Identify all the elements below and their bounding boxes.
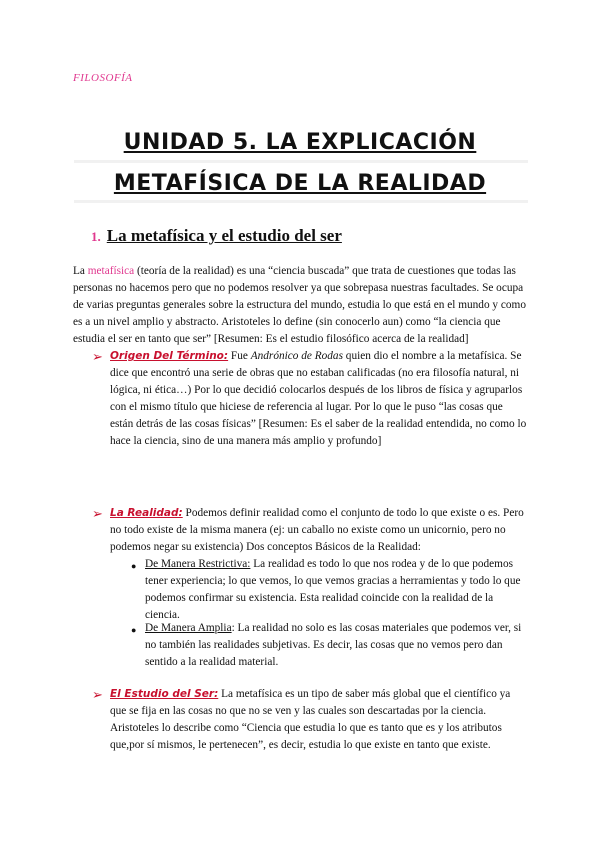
- restrictiva-text: La realidad es todo lo que nos rodea y de lo que podemos tener experiencia; lo que vemos, lo que vemos gracias a herramientas y todo lo que podemos confirmar su existencia. Esta realidad coincide con la realidad de la ciencia.: [145, 558, 521, 621]
- origen-paragraph: [110, 348, 528, 450]
- title-line-2: METAFÍSICA DE LA REALIDAD: [113, 171, 487, 196]
- andronico-name: Andrónico de Rodas: [250, 350, 343, 362]
- restrictiva-item: [145, 556, 529, 624]
- title-line-1: UNIDAD 5. LA EXPLICACIÓN: [123, 130, 477, 155]
- title-divider: [74, 160, 528, 163]
- origen-text: quien dio el nombre a la metafísica. Se dice que encontró una serie de obras que no estaban calificadas (no era filosofía natural, ni lógica, ni ética…) Por lo que decidió colocarlos después de los libros de física y agruparlos con el mismo título que hiciese de referencia al lugar. Por lo que le puso “las cosas que están detrás de las cosas físicas” [Resumen: Es el saber de la realidad entendida, no como lo hace la ciencia, sino de una manera más amplio y profundo]: [110, 350, 527, 447]
- section-title: La metafísica y el estudio del ser: [106, 226, 342, 245]
- section-heading: [91, 226, 342, 246]
- amplia-item: [145, 620, 529, 671]
- title-divider: [74, 200, 528, 203]
- estudio-text: La metafísica es un tipo de saber más global que el científico ya que se fija en las cosas no que no se ven y las cuales son descartadas por la ciencia. Aristoteles lo describe como “Ciencia que estudia lo que es tanto que es y los atributos que,por sí mismos, le pertenecen”, es decir, estudia lo que existe en tanto que existe.: [110, 688, 511, 751]
- subject-label: FILOSOFÍA: [73, 72, 133, 84]
- origen-pre: Fue: [228, 350, 251, 362]
- dot-bullet-icon: ●: [131, 561, 137, 571]
- intro-paragraph: [73, 263, 527, 348]
- arrow-bullet-icon: ➢: [92, 349, 103, 364]
- arrow-bullet-icon: ➢: [92, 506, 103, 521]
- realidad-paragraph: [110, 505, 528, 556]
- dot-bullet-icon: ●: [131, 625, 137, 635]
- section-number: 1.: [91, 229, 101, 244]
- intro-text: (teoría de la realidad) es una “ciencia buscada” que trata de cuestiones que todas las personas no hacemos pero que no podemos resolver ya que sobrepasa nuestras facultades. Se ocupa de varias preguntas generales sobre la estructura del mundo, estudia lo que está en el mundo y como es a un nivel amplio y abstracto. Aristoteles lo define (sin conocerlo aun) como “la ciencia que estudia el ser en tanto que ser” [Resumen: Es el estudio filosófico acerca de la realidad]: [73, 265, 526, 345]
- restrictiva-term: De Manera Restrictiva:: [145, 558, 251, 570]
- origen-lead: Origen Del Término:: [110, 350, 229, 362]
- intro-prefix: La: [73, 265, 88, 277]
- metafisica-keyword: metafísica: [87, 265, 135, 277]
- arrow-bullet-icon: ➢: [92, 687, 103, 702]
- estudio-paragraph: [110, 686, 528, 754]
- realidad-text: Podemos definir realidad como el conjunto de todo lo que existe o es. Pero no todo existe de la misma manera (ej: un caballo no existe como un unicornio, pero no podemos negar su existencia) Dos conceptos Básicos de la Realidad:: [110, 507, 524, 553]
- estudio-lead: El Estudio del Ser:: [110, 688, 219, 700]
- amplia-term: De Manera Amplia: [145, 622, 232, 634]
- amplia-text: : La realidad no solo es las cosas materiales que podemos ver, si no también las realidades subjetivas. Es decir, las cosas que no vemos pero dan sentido a la realidad material.: [145, 622, 522, 668]
- realidad-lead: La Realidad:: [110, 507, 183, 519]
